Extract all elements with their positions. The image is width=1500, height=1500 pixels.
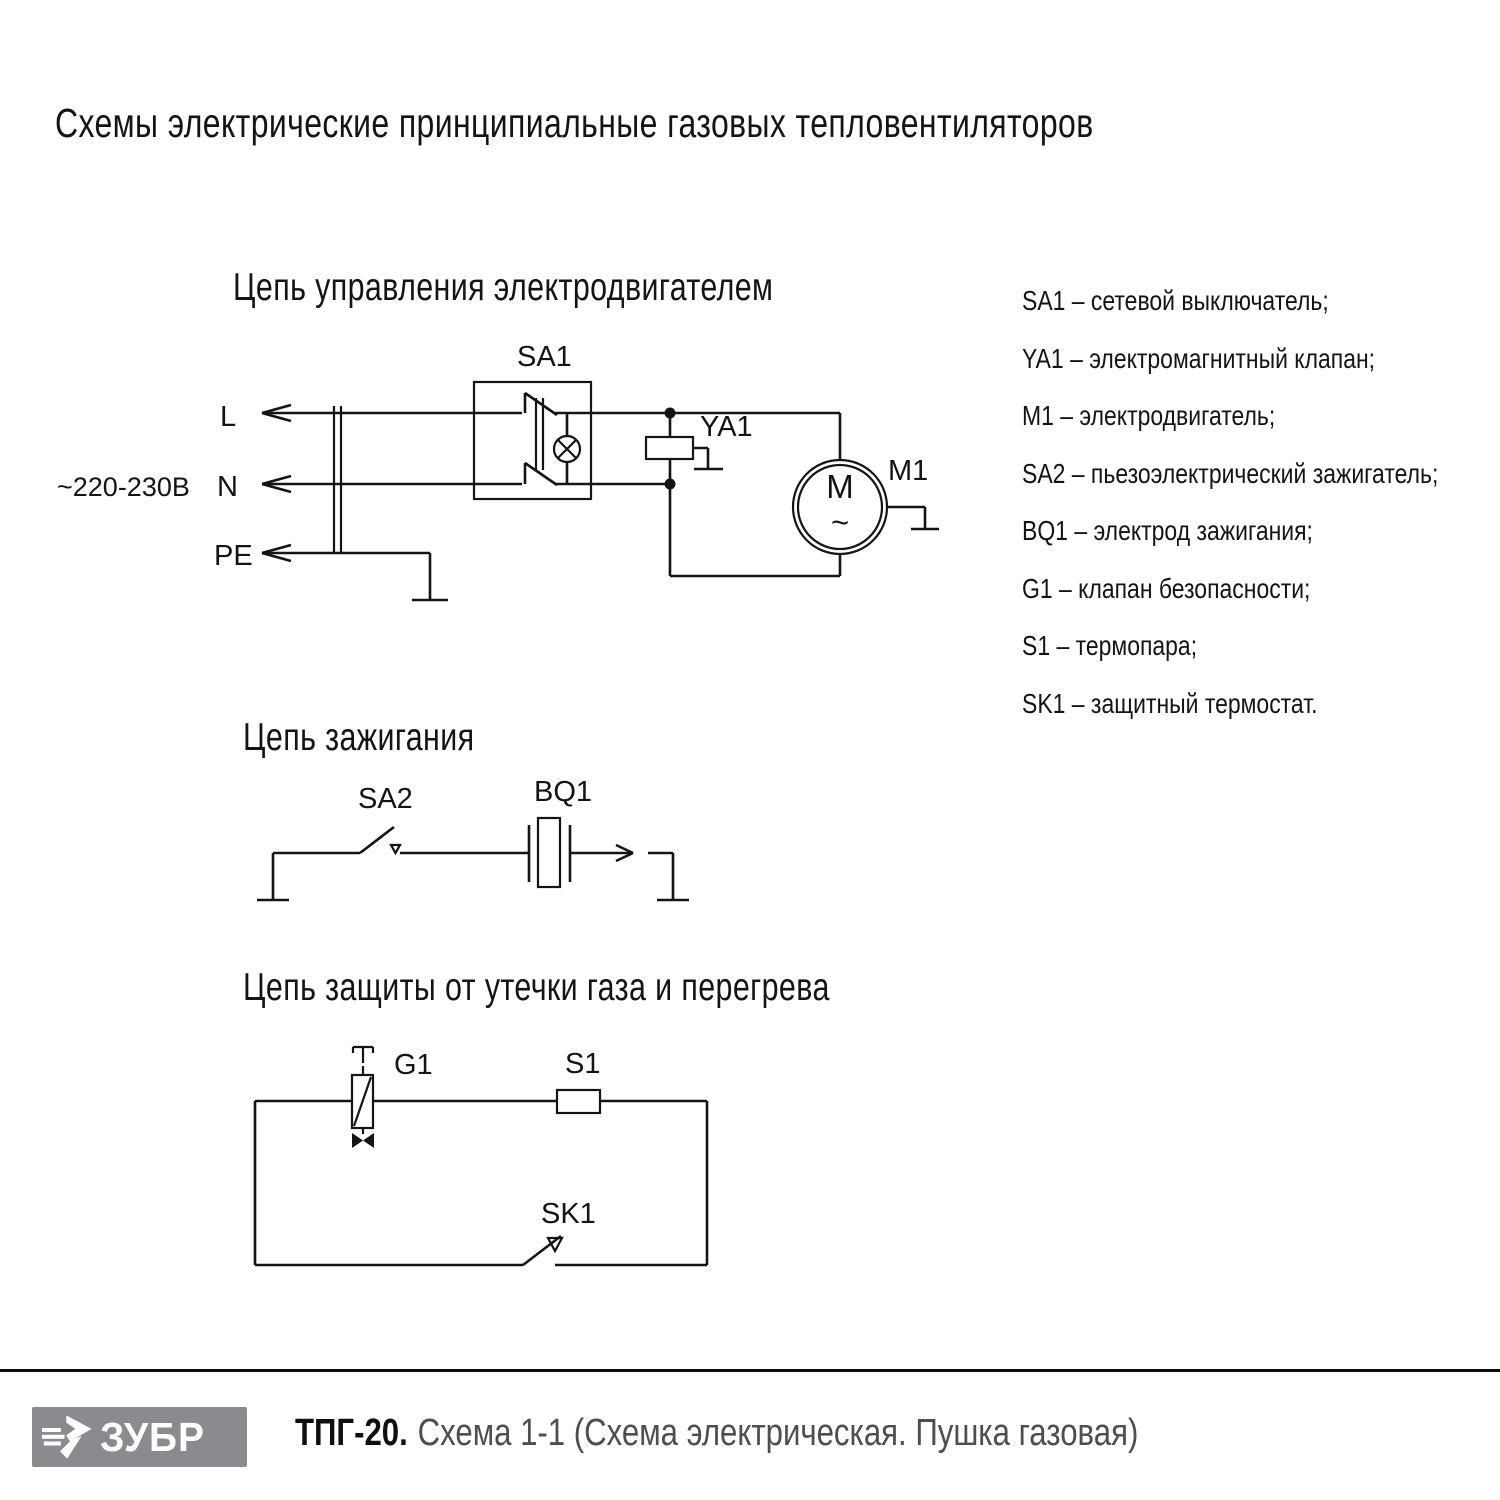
caption-text: Схема 1-1 (Схема электрическая. Пушка газовая) xyxy=(417,1412,1139,1454)
zubr-bison-icon xyxy=(42,1414,96,1460)
legend-item: M1 – электродвигатель; xyxy=(1022,400,1276,431)
legend-item: G1 – клапан безопасности; xyxy=(1022,572,1311,604)
page-title: Схемы электрические принципиальные газовых тепловентиляторов xyxy=(55,100,1094,146)
legend-item: SA2 – пьезоэлектрический зажигатель; xyxy=(1022,457,1439,489)
sk1-thermostat-symbol xyxy=(523,1236,562,1265)
loop-wires xyxy=(255,1101,707,1265)
legend-item: SA1 – сетевой выключатель; xyxy=(1022,285,1329,316)
legend xyxy=(1022,272,1500,732)
circuit1-motor-control-diagram xyxy=(0,330,960,630)
right-terminal xyxy=(648,853,689,900)
circuit2-ignition-diagram xyxy=(0,760,760,930)
zubr-logo xyxy=(32,1407,247,1467)
model-number: ТПГ-20. xyxy=(295,1412,408,1454)
line-n-label: N xyxy=(217,471,238,503)
sa2-switch-symbol xyxy=(273,827,528,853)
ya1-label: YA1 xyxy=(700,411,753,443)
legend-item: YA1 – электромагнитный клапан; xyxy=(1022,342,1376,374)
supply-lines xyxy=(262,405,522,600)
bq1-label: BQ1 xyxy=(534,776,593,808)
line-l-label: L xyxy=(220,401,237,433)
footer-caption xyxy=(295,1412,1323,1455)
sk1-label: SK1 xyxy=(541,1198,596,1230)
legend-item: SK1 – защитный термостат. xyxy=(1022,687,1318,719)
g1-safety-valve-symbol xyxy=(352,1047,374,1148)
brand-name: ЗУБР xyxy=(100,1413,205,1460)
motor-letter: M xyxy=(826,468,854,505)
circuit3-heading: Цепь защиты от утечки газа и перегрева xyxy=(243,966,830,1009)
g1-label: G1 xyxy=(394,1049,433,1081)
circuit3-protection-diagram xyxy=(0,1030,780,1280)
valve-bowtie-icon xyxy=(352,1133,374,1148)
circuit1-heading: Цепь управления электродвигателем xyxy=(233,266,774,309)
left-terminal xyxy=(257,853,289,900)
sa1-label: SA1 xyxy=(517,341,572,373)
motor-wave: ~ xyxy=(830,505,850,540)
voltage-label: ~220-230В xyxy=(57,472,190,502)
s1-label: S1 xyxy=(565,1048,601,1080)
sa1-switch-symbol xyxy=(474,382,591,499)
m1-label: M1 xyxy=(888,455,929,487)
cable-marker xyxy=(334,406,341,553)
footer-divider xyxy=(0,1369,1500,1372)
s1-thermocouple-symbol xyxy=(557,1090,600,1113)
bq1-piezo-symbol xyxy=(529,818,633,887)
thermocouple-probe-icon xyxy=(353,1047,373,1063)
circuit1-wires xyxy=(555,408,840,577)
circuit2-heading: Цепь зажигания xyxy=(243,716,475,759)
legend-item: BQ1 – электрод зажигания; xyxy=(1022,515,1313,546)
sa2-label: SA2 xyxy=(358,783,413,815)
legend-item: S1 – термопара; xyxy=(1022,630,1198,661)
line-pe-label: PE xyxy=(214,540,253,572)
